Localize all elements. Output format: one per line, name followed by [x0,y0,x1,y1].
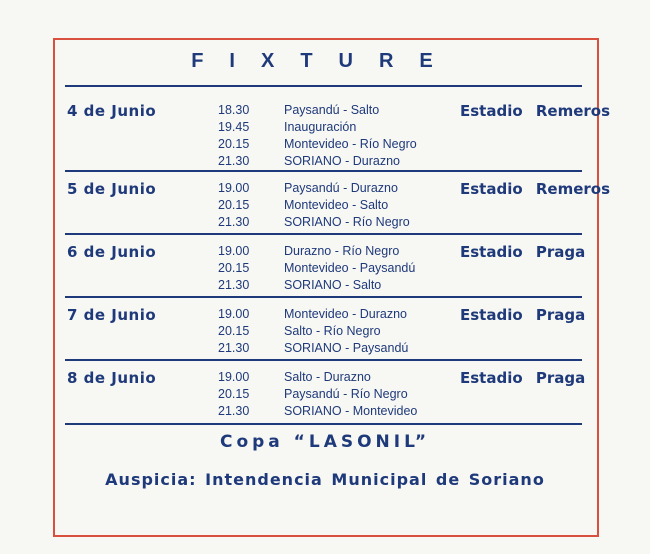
match-time: 20.15 [218,387,250,401]
day-venue: Estadio Praga [460,243,586,261]
match-time: 21.30 [218,278,250,292]
match-row [218,323,408,340]
match-teams: Montevideo - Salto [284,198,389,212]
match-teams: Montevideo - Durazno [284,307,407,321]
match-row [218,306,408,323]
match-time: 19.00 [218,370,250,384]
match-row [218,277,415,294]
match-list [218,306,408,357]
match-teams: SORIANO - Paysandú [284,341,409,355]
match-teams: Paysandú - Río Negro [284,387,408,401]
match-time: 19.00 [218,244,250,258]
match-row [218,197,410,214]
day-date: 6 de Junio [67,243,157,261]
day-venue: Estadio Praga [460,306,586,324]
match-time: 18.30 [218,103,250,117]
day-block-1 [0,102,650,168]
match-time: 19.00 [218,181,250,195]
match-list [218,243,415,294]
match-row [218,102,417,119]
match-time: 20.15 [218,324,250,338]
day-venue: Estadio Remeros [460,180,611,198]
match-teams: Durazno - Río Negro [284,244,400,258]
match-row [218,136,417,153]
match-list [218,180,410,231]
match-row [218,340,408,357]
match-teams: Paysandú - Durazno [284,181,398,195]
match-time: 19.45 [218,120,250,134]
match-time: 20.15 [218,137,250,151]
match-time: 21.30 [218,215,250,229]
match-row [218,214,410,231]
divider [65,296,582,298]
match-time: 19.00 [218,307,250,321]
match-teams: Paysandú - Salto [284,103,380,117]
match-time: 20.15 [218,198,250,212]
match-teams: Salto - Río Negro [284,324,381,338]
match-teams: SORIANO - Montevideo [284,404,418,418]
day-date: 8 de Junio [67,369,157,387]
match-row [218,403,417,420]
day-date: 7 de Junio [67,306,157,324]
divider [65,359,582,361]
divider [65,170,582,172]
match-row [218,260,415,277]
divider [65,85,582,87]
day-date: 5 de Junio [67,180,157,198]
divider [65,233,582,235]
match-row [218,369,417,386]
day-venue: Estadio Remeros [460,102,611,120]
match-teams: Montevideo - Paysandú [284,261,416,275]
match-teams: Salto - Durazno [284,370,371,384]
match-teams: SORIANO - Durazno [284,154,401,168]
fixture-title: FIXTURE [191,50,459,72]
match-row [218,180,410,197]
day-venue: Estadio Praga [460,369,586,387]
match-list [218,369,417,420]
divider [65,423,582,425]
match-row [218,119,417,136]
copa-title: Copa “LASONIL” [219,432,431,452]
match-time: 20.15 [218,261,250,275]
match-teams: SORIANO - Río Negro [284,215,410,229]
match-time: 21.30 [218,341,250,355]
match-teams: Montevideo - Río Negro [284,137,417,151]
day-block-5 [0,369,650,431]
match-time: 21.30 [218,404,250,418]
match-list [218,102,417,170]
day-date: 4 de Junio [67,102,157,120]
match-row [218,243,415,260]
match-time: 21.30 [218,154,250,168]
match-row [218,153,417,170]
sponsor-line: Auspicia: Intendencia Municipal de Soriano [105,470,545,489]
match-teams: Inauguración [284,120,357,134]
match-row [218,386,417,403]
match-teams: SORIANO - Salto [284,278,382,292]
